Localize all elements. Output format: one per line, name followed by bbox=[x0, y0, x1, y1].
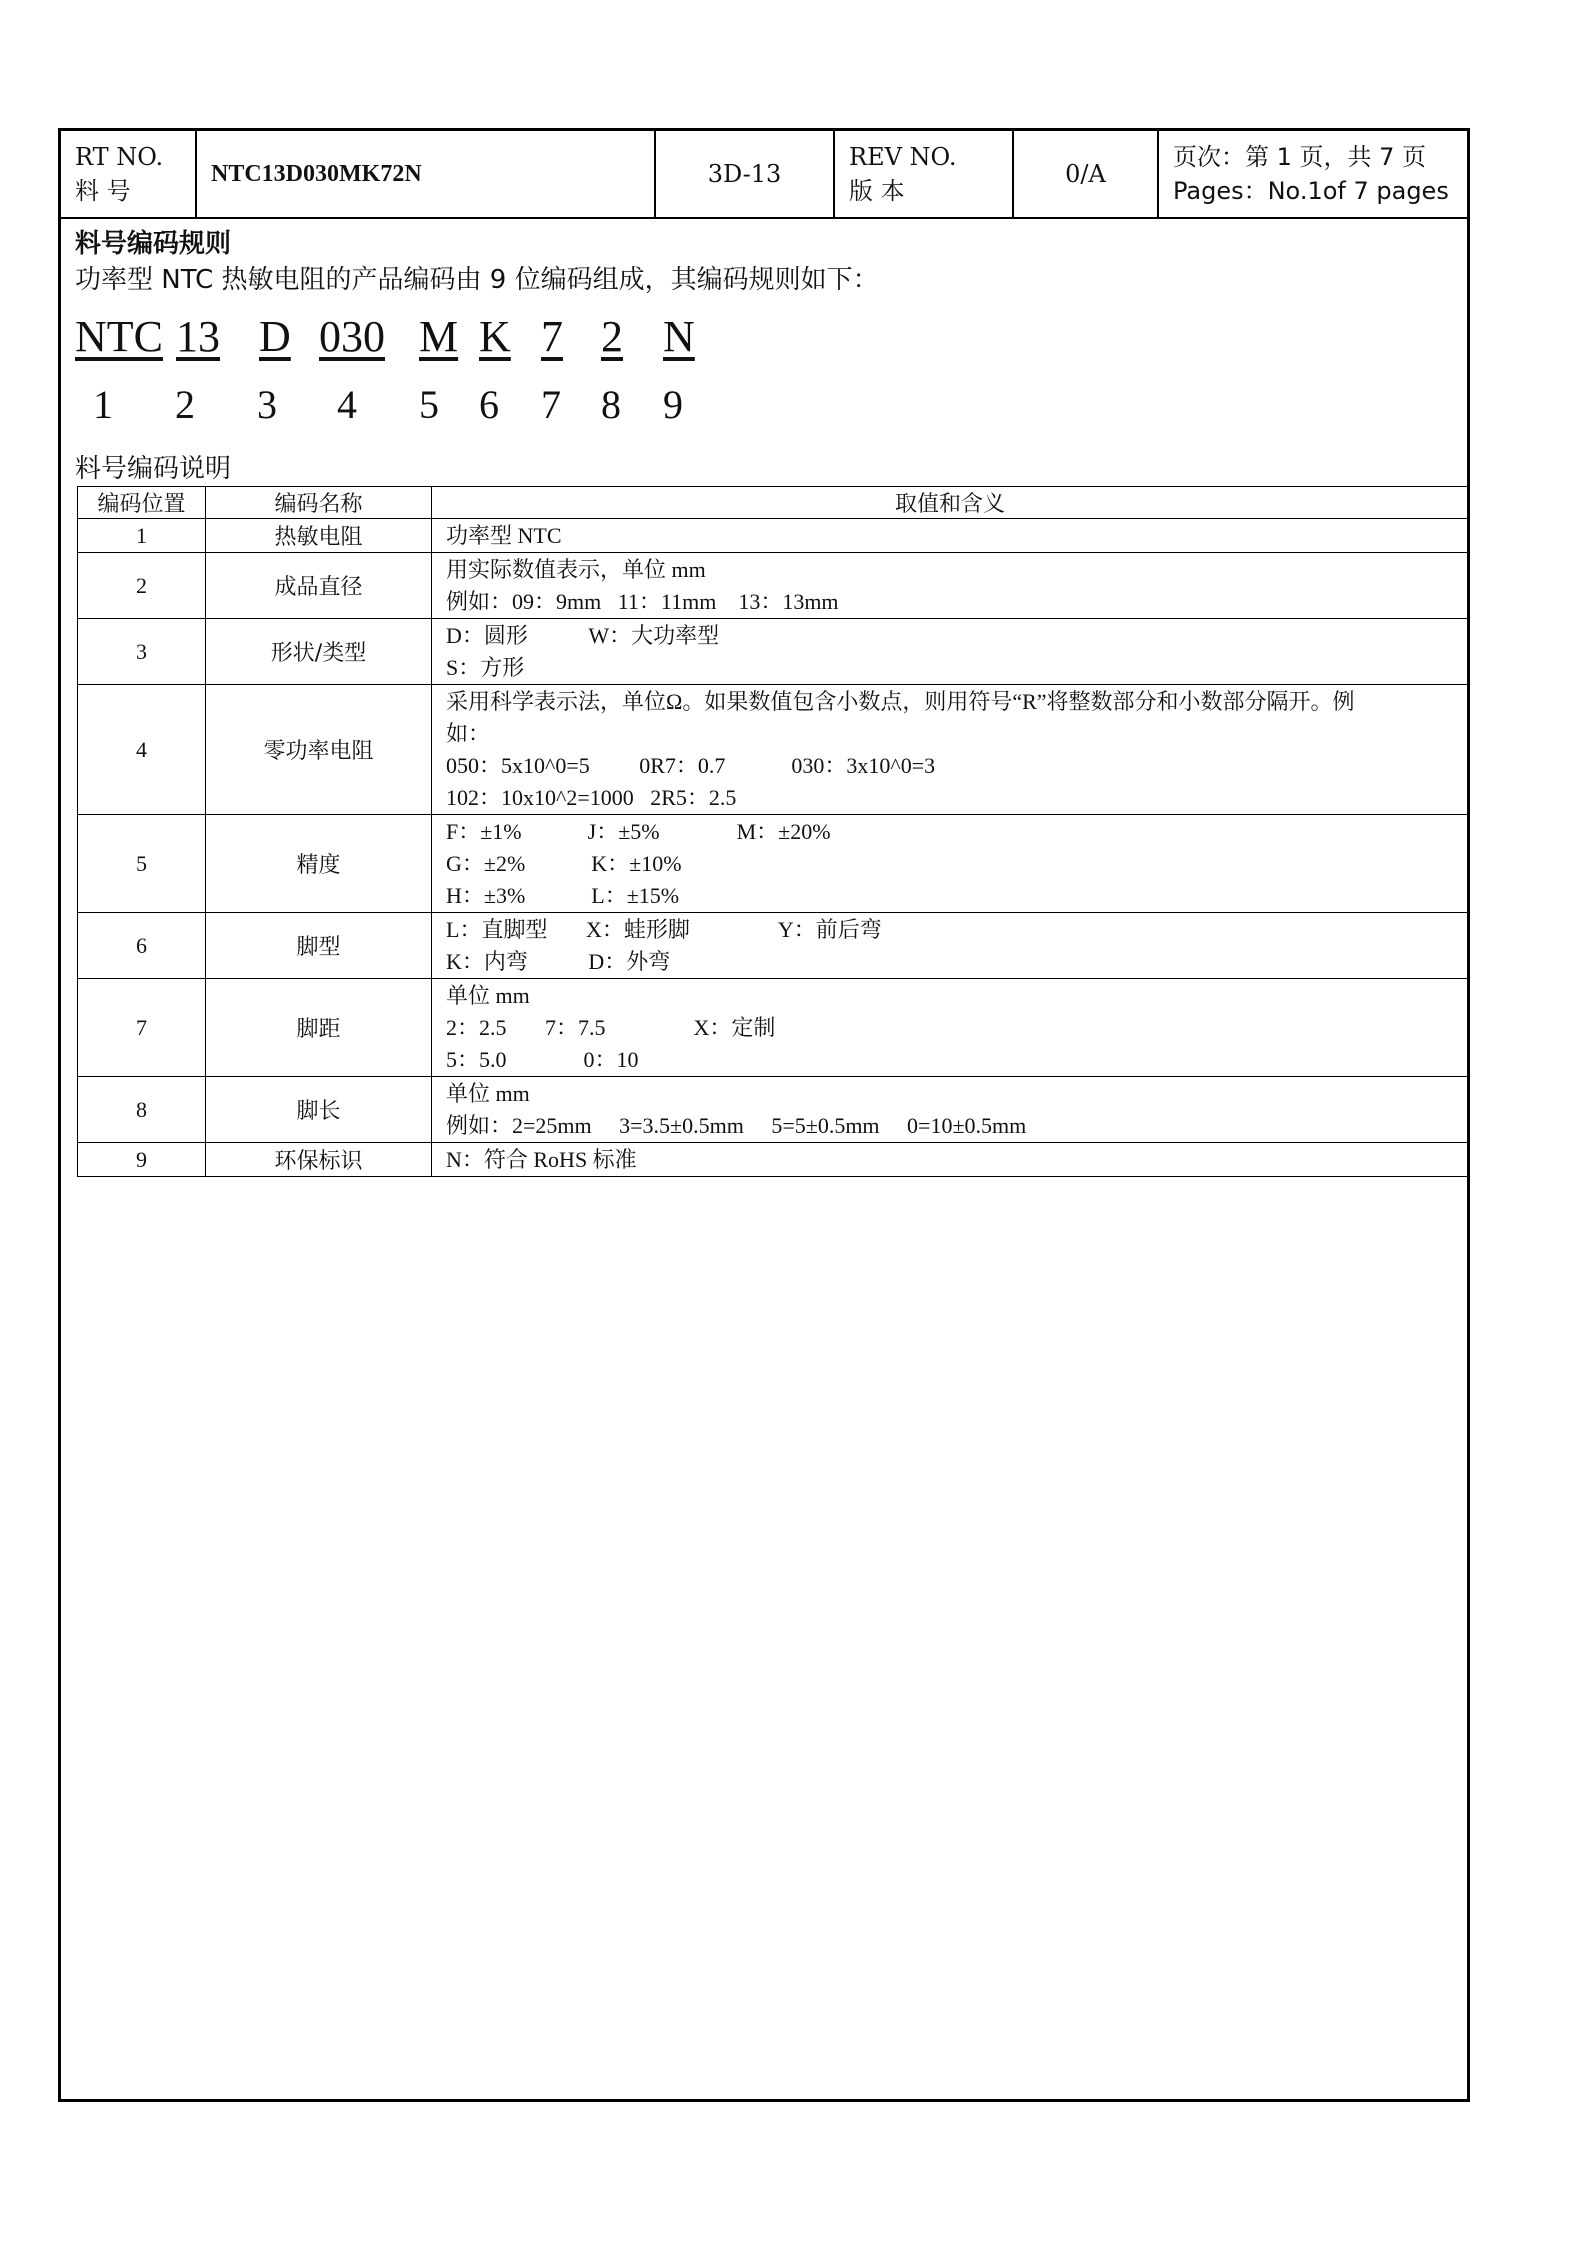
table-row bbox=[78, 619, 1469, 685]
description-title: 料号编码说明 bbox=[75, 454, 232, 484]
value-line: 2：2.5 7：7.5 X：定制 bbox=[446, 1014, 776, 1040]
code-part: K bbox=[479, 312, 511, 361]
value-line: 单位 mm bbox=[446, 1080, 530, 1106]
column-header: 取值和含义 bbox=[432, 487, 1469, 519]
code-position: 2 bbox=[175, 382, 195, 427]
value-line: D：圆形 W：大功率型 bbox=[446, 622, 720, 648]
page-info-cell bbox=[1158, 131, 1467, 218]
rt-label-line1: RT NO. bbox=[75, 143, 164, 171]
rev-label-cell bbox=[834, 131, 1013, 218]
value-line: 例如：09：9mm 11：11mm 13：13mm bbox=[446, 588, 839, 614]
value-line: S：方形 bbox=[446, 654, 525, 680]
rt-label-cell bbox=[61, 131, 196, 218]
code-position-cell: 3 bbox=[78, 619, 206, 685]
table-row bbox=[78, 979, 1469, 1077]
table-row bbox=[78, 1077, 1469, 1143]
code-part: M bbox=[419, 312, 459, 361]
code-position-cell: 1 bbox=[78, 519, 206, 553]
value-line: 单位 mm bbox=[446, 982, 530, 1008]
code-name-cell: 零功率电阻 bbox=[206, 685, 432, 815]
value-line: L：直脚型 X：蛙形脚 Y：前后弯 bbox=[446, 916, 882, 942]
doc-code: 3D-13 bbox=[655, 131, 834, 218]
code-position-cell: 8 bbox=[78, 1077, 206, 1143]
code-position: 4 bbox=[337, 382, 357, 427]
code-position: 6 bbox=[479, 382, 499, 427]
value-line: 5：5.0 0：10 bbox=[446, 1046, 639, 1072]
code-positions-row bbox=[75, 381, 875, 441]
column-header: 编码名称 bbox=[206, 487, 432, 519]
header-table bbox=[61, 131, 1467, 219]
value-meaning-cell bbox=[432, 913, 1469, 979]
code-name-cell: 脚距 bbox=[206, 979, 432, 1077]
value-line: H：±3% L：±15% bbox=[446, 882, 680, 908]
code-part: 7 bbox=[541, 312, 563, 361]
rev-value: 0/A bbox=[1013, 131, 1158, 218]
rev-label-line1: REV NO. bbox=[849, 143, 957, 171]
code-position-cell: 6 bbox=[78, 913, 206, 979]
code-position: 1 bbox=[93, 382, 113, 427]
value-line: 采用科学表示法，单位Ω。如果数值包含小数点，则用符号“R”将整数部分和小数部分隔开。例 bbox=[446, 688, 1355, 714]
value-meaning-cell bbox=[432, 815, 1469, 913]
code-part: N bbox=[663, 312, 695, 361]
value-line: 050：5x10^0=5 0R7：0.7 030：3x10^0=3 bbox=[446, 752, 936, 778]
code-position-cell: 9 bbox=[78, 1143, 206, 1177]
table-row bbox=[78, 519, 1469, 553]
code-name-cell: 形状/类型 bbox=[206, 619, 432, 685]
code-name-cell: 成品直径 bbox=[206, 553, 432, 619]
value-line: 102：10x10^2=1000 2R5：2.5 bbox=[446, 784, 737, 810]
code-position-cell: 4 bbox=[78, 685, 206, 815]
code-position: 5 bbox=[419, 382, 439, 427]
value-meaning-cell bbox=[432, 619, 1469, 685]
value-line: F：±1% J：±5% M：±20% bbox=[446, 818, 831, 844]
table-row bbox=[78, 815, 1469, 913]
code-position-cell: 2 bbox=[78, 553, 206, 619]
code-position: 8 bbox=[601, 382, 621, 427]
code-parts-row bbox=[75, 311, 875, 371]
code-part: 2 bbox=[601, 312, 623, 361]
code-name-cell: 环保标识 bbox=[206, 1143, 432, 1177]
code-part: 030 bbox=[319, 312, 385, 361]
value-meaning-cell bbox=[432, 553, 1469, 619]
value-line: 用实际数值表示，单位 mm bbox=[446, 556, 706, 582]
code-position: 7 bbox=[541, 382, 561, 427]
code-position-cell: 5 bbox=[78, 815, 206, 913]
code-part: NTC bbox=[75, 312, 163, 361]
page-info-line1: 页次：第 1 页，共 7 页 bbox=[1173, 143, 1427, 171]
value-meaning-cell bbox=[432, 1077, 1469, 1143]
value-meaning-cell bbox=[432, 979, 1469, 1077]
code-part: D bbox=[259, 312, 291, 361]
table-header-row bbox=[78, 487, 1469, 519]
rt-label-line2: 料 号 bbox=[75, 177, 131, 205]
coding-rules-table bbox=[77, 486, 1469, 1177]
code-name-cell: 精度 bbox=[206, 815, 432, 913]
code-position: 3 bbox=[257, 382, 277, 427]
code-name-cell: 热敏电阻 bbox=[206, 519, 432, 553]
page-info-line2: Pages：No.1of 7 pages bbox=[1173, 177, 1449, 205]
code-position: 9 bbox=[663, 382, 683, 427]
part-number: NTC13D030MK72N bbox=[196, 131, 655, 218]
value-meaning-cell bbox=[432, 519, 1469, 553]
value-line: G：±2% K：±10% bbox=[446, 850, 682, 876]
code-name-cell: 脚长 bbox=[206, 1077, 432, 1143]
table-row bbox=[78, 913, 1469, 979]
section-title: 料号编码规则 bbox=[75, 229, 232, 259]
document-frame bbox=[58, 128, 1470, 2102]
value-line: N：符合 RoHS 标准 bbox=[446, 1146, 637, 1172]
table-row bbox=[78, 685, 1469, 815]
value-line: 功率型 NTC bbox=[446, 522, 562, 548]
value-line: 如： bbox=[446, 720, 491, 746]
rev-label-line2: 版 本 bbox=[849, 177, 905, 205]
code-position-cell: 7 bbox=[78, 979, 206, 1077]
table-row bbox=[78, 553, 1469, 619]
code-part: 13 bbox=[176, 312, 220, 361]
value-meaning-cell bbox=[432, 685, 1469, 815]
value-meaning-cell bbox=[432, 1143, 1469, 1177]
value-line: 例如：2=25mm 3=3.5±0.5mm 5=5±0.5mm 0=10±0.5mm bbox=[446, 1112, 1027, 1138]
column-header: 编码位置 bbox=[78, 487, 206, 519]
value-line: K：内弯 D：外弯 bbox=[446, 948, 671, 974]
table-row bbox=[78, 1143, 1469, 1177]
code-name-cell: 脚型 bbox=[206, 913, 432, 979]
intro-text: 功率型 NTC 热敏电阻的产品编码由 9 位编码组成，其编码规则如下： bbox=[75, 265, 879, 295]
